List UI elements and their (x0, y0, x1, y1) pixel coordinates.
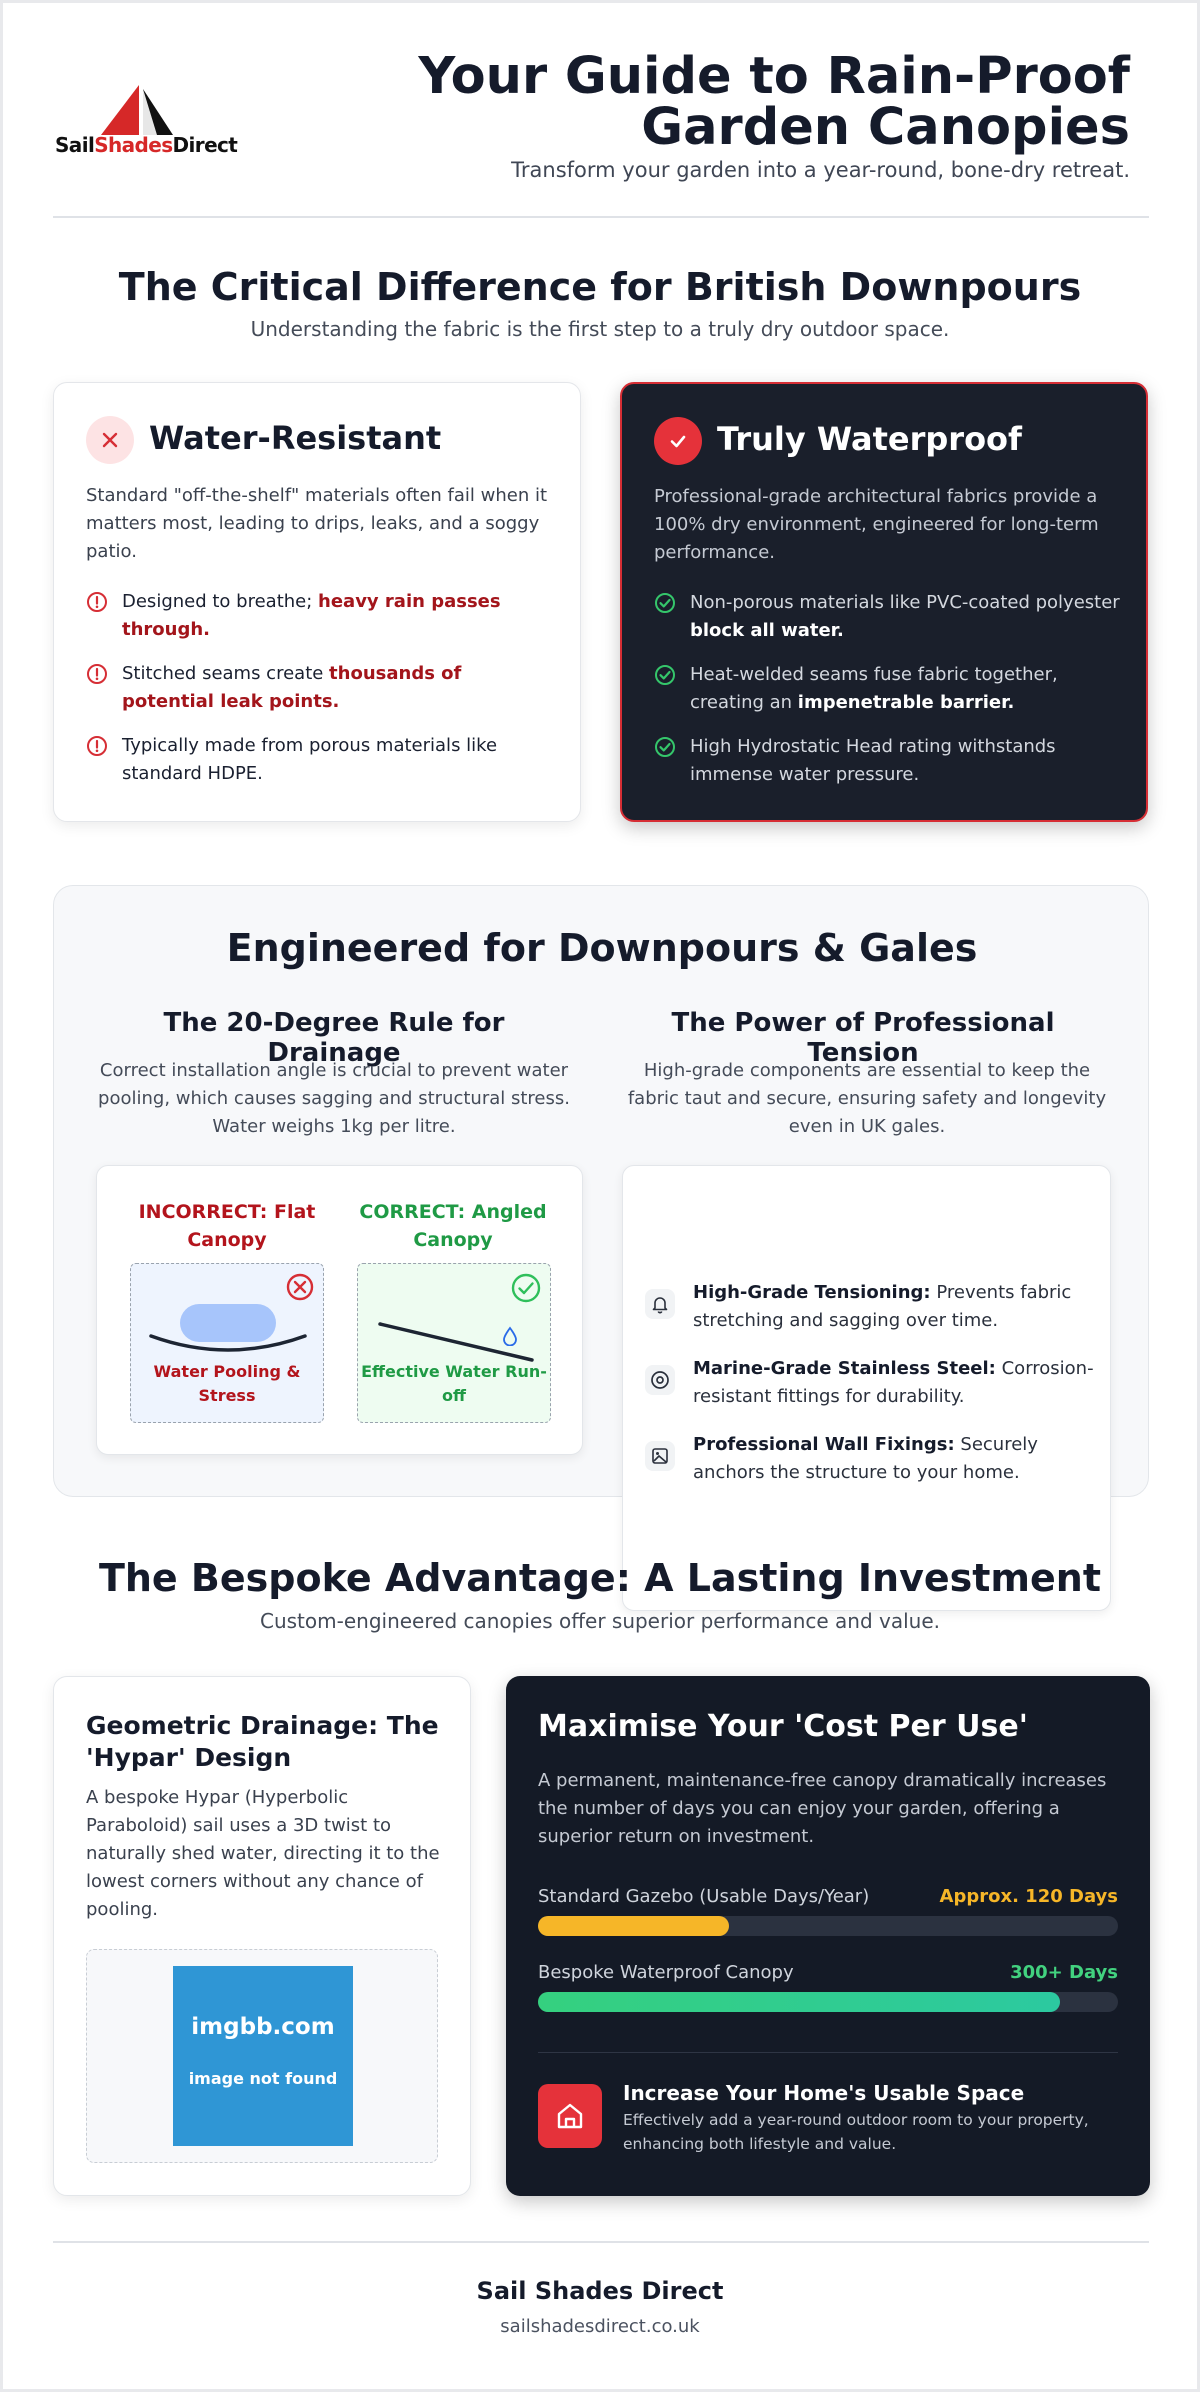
gazebo-bar-value: Approx. 120 Days (939, 1886, 1118, 1907)
bell-icon (645, 1289, 675, 1319)
flat-canopy-diagram (130, 1263, 324, 1423)
page-subtitle: Transform your garden into a year-round, bone-dry retreat. (511, 158, 1130, 182)
water-resistant-description: Standard "off-the-shelf" materials often fail when it matters most, leading to drips, leaks, and a soggy patio. (86, 485, 548, 562)
brand-logo[interactable] (55, 83, 238, 157)
logo-wordmark: SailShadesDirect (55, 133, 238, 157)
tension-features-card (622, 1165, 1111, 1611)
list-item: Typically made from porous materials like standard HDPE. (86, 732, 556, 788)
target-icon (645, 1365, 675, 1395)
tension-description: High-grade components are essential to keep the fabric taut and secure, ensuring safety and longevity even in UK gales. (627, 1060, 1107, 1137)
truly-waterproof-title: Truly Waterproof (717, 420, 1022, 458)
home-space-text: Effectively add a year-round outdoor room to your property, enhancing both lifestyle and value. (623, 2111, 1089, 2153)
canopy-progress-track (538, 1992, 1118, 2012)
list-item: Professional Wall Fixings: Securely anchors the structure to your home. (645, 1431, 1095, 1487)
correct-caption: Effective Water Run-off (361, 1362, 547, 1405)
sail-logo-icon (101, 85, 173, 135)
incorrect-label: INCORRECT: Flat Canopy (138, 1201, 316, 1251)
cost-description: A permanent, maintenance-free canopy dramatically increases the number of days you can enjoy your garden, offering a superior return on investment. (538, 1770, 1107, 1847)
alert-circle-icon (86, 591, 108, 613)
check-circle-icon (654, 592, 676, 614)
gazebo-bar-label: Standard Gazebo (Usable Days/Year) (538, 1886, 870, 1907)
difference-subtitle: Understanding the fabric is the first step to a truly dry outdoor space. (250, 317, 950, 341)
image-error-text: image not found (188, 2069, 338, 2088)
image-brand-text: imgbb.com (191, 2014, 335, 2040)
page-title: Your Guide to Rain-Proof Garden Canopies (418, 47, 1130, 157)
incorrect-caption: Water Pooling & Stress (153, 1362, 301, 1405)
list-item: Non-porous materials like PVC-coated polyester block all water. (654, 589, 1124, 645)
bespoke-title: The Bespoke Advantage: A Lasting Investment (98, 1556, 1102, 1600)
home-space-title: Increase Your Home's Usable Space (623, 2081, 1025, 2105)
x-circle-icon (285, 1272, 315, 1302)
cost-per-use-card (506, 1676, 1150, 2196)
bespoke-subtitle: Custom-engineered canopies offer superior performance and value. (260, 1609, 940, 1633)
tension-title: The Power of Professional Tension (671, 1008, 1055, 1068)
alert-circle-icon (86, 735, 108, 757)
home-icon (538, 2084, 602, 2148)
check-circle-icon (654, 664, 676, 686)
correct-label: CORRECT: Angled Canopy (359, 1201, 547, 1251)
footer-website-link[interactable]: sailshadesdirect.co.uk (500, 2316, 700, 2337)
gazebo-progress-fill (538, 1916, 729, 1936)
list-item: Designed to breathe; heavy rain passes through. (86, 588, 556, 644)
hypar-title: Geometric Drainage: The 'Hypar' Design (86, 1711, 439, 1772)
pooled-water-shape (180, 1304, 276, 1342)
gazebo-progress-track (538, 1916, 1118, 1936)
canopy-bar-label: Bespoke Waterproof Canopy (538, 1962, 794, 1983)
canopy-progress-fill (538, 1992, 1060, 2012)
broken-image-placeholder (173, 1966, 353, 2146)
canopy-bar-value: 300+ Days (1010, 1962, 1118, 1983)
list-item: High Hydrostatic Head rating withstands immense water pressure. (654, 733, 1124, 789)
check-circle-icon (654, 736, 676, 758)
drainage-title: The 20-Degree Rule for Drainage (163, 1008, 505, 1068)
x-icon (86, 416, 134, 464)
water-resistant-card (53, 382, 581, 822)
hypar-image-frame (86, 1949, 438, 2163)
page (3, 3, 1197, 2389)
drainage-diagram-card (96, 1165, 583, 1455)
alert-circle-icon (86, 663, 108, 685)
drainage-description: Correct installation angle is crucial to prevent water pooling, which causes sagging and structural stress. Water weighs 1kg per litre. (98, 1060, 570, 1137)
image-icon (645, 1441, 675, 1471)
water-drop-icon (502, 1326, 518, 1346)
cost-title: Maximise Your 'Cost Per Use' (538, 1709, 1028, 1744)
list-item: High-Grade Tensioning: Prevents fabric stretching and sagging over time. (645, 1279, 1095, 1335)
engineered-title: Engineered for Downpours & Gales (226, 926, 978, 970)
hypar-card (53, 1676, 471, 2196)
footer-divider (53, 2241, 1149, 2243)
list-item: Marine-Grade Stainless Steel: Corrosion-resistant fittings for durability. (645, 1355, 1095, 1411)
truly-waterproof-card (620, 382, 1148, 822)
check-circle-icon (510, 1272, 542, 1304)
truly-waterproof-description: Professional-grade architectural fabrics provide a 100% dry environment, engineered for long-term performance. (654, 486, 1099, 563)
list-item: Stitched seams create thousands of potential leak points. (86, 660, 556, 716)
hypar-description: A bespoke Hypar (Hyperbolic Paraboloid) sail uses a 3D twist to naturally shed water, directing it to the lowest corners without any chance of pooling. (86, 1787, 440, 1920)
check-icon (654, 417, 702, 465)
angled-canopy-diagram (357, 1263, 551, 1423)
difference-title: The Critical Difference for British Downpours (118, 265, 1082, 309)
cost-divider (538, 2052, 1118, 2053)
water-resistant-title: Water-Resistant (149, 419, 442, 457)
list-item: Heat-welded seams fuse fabric together, creating an impenetrable barrier. (654, 661, 1124, 717)
header-divider (53, 216, 1149, 218)
footer-company-name: Sail Shades Direct (476, 2277, 724, 2305)
